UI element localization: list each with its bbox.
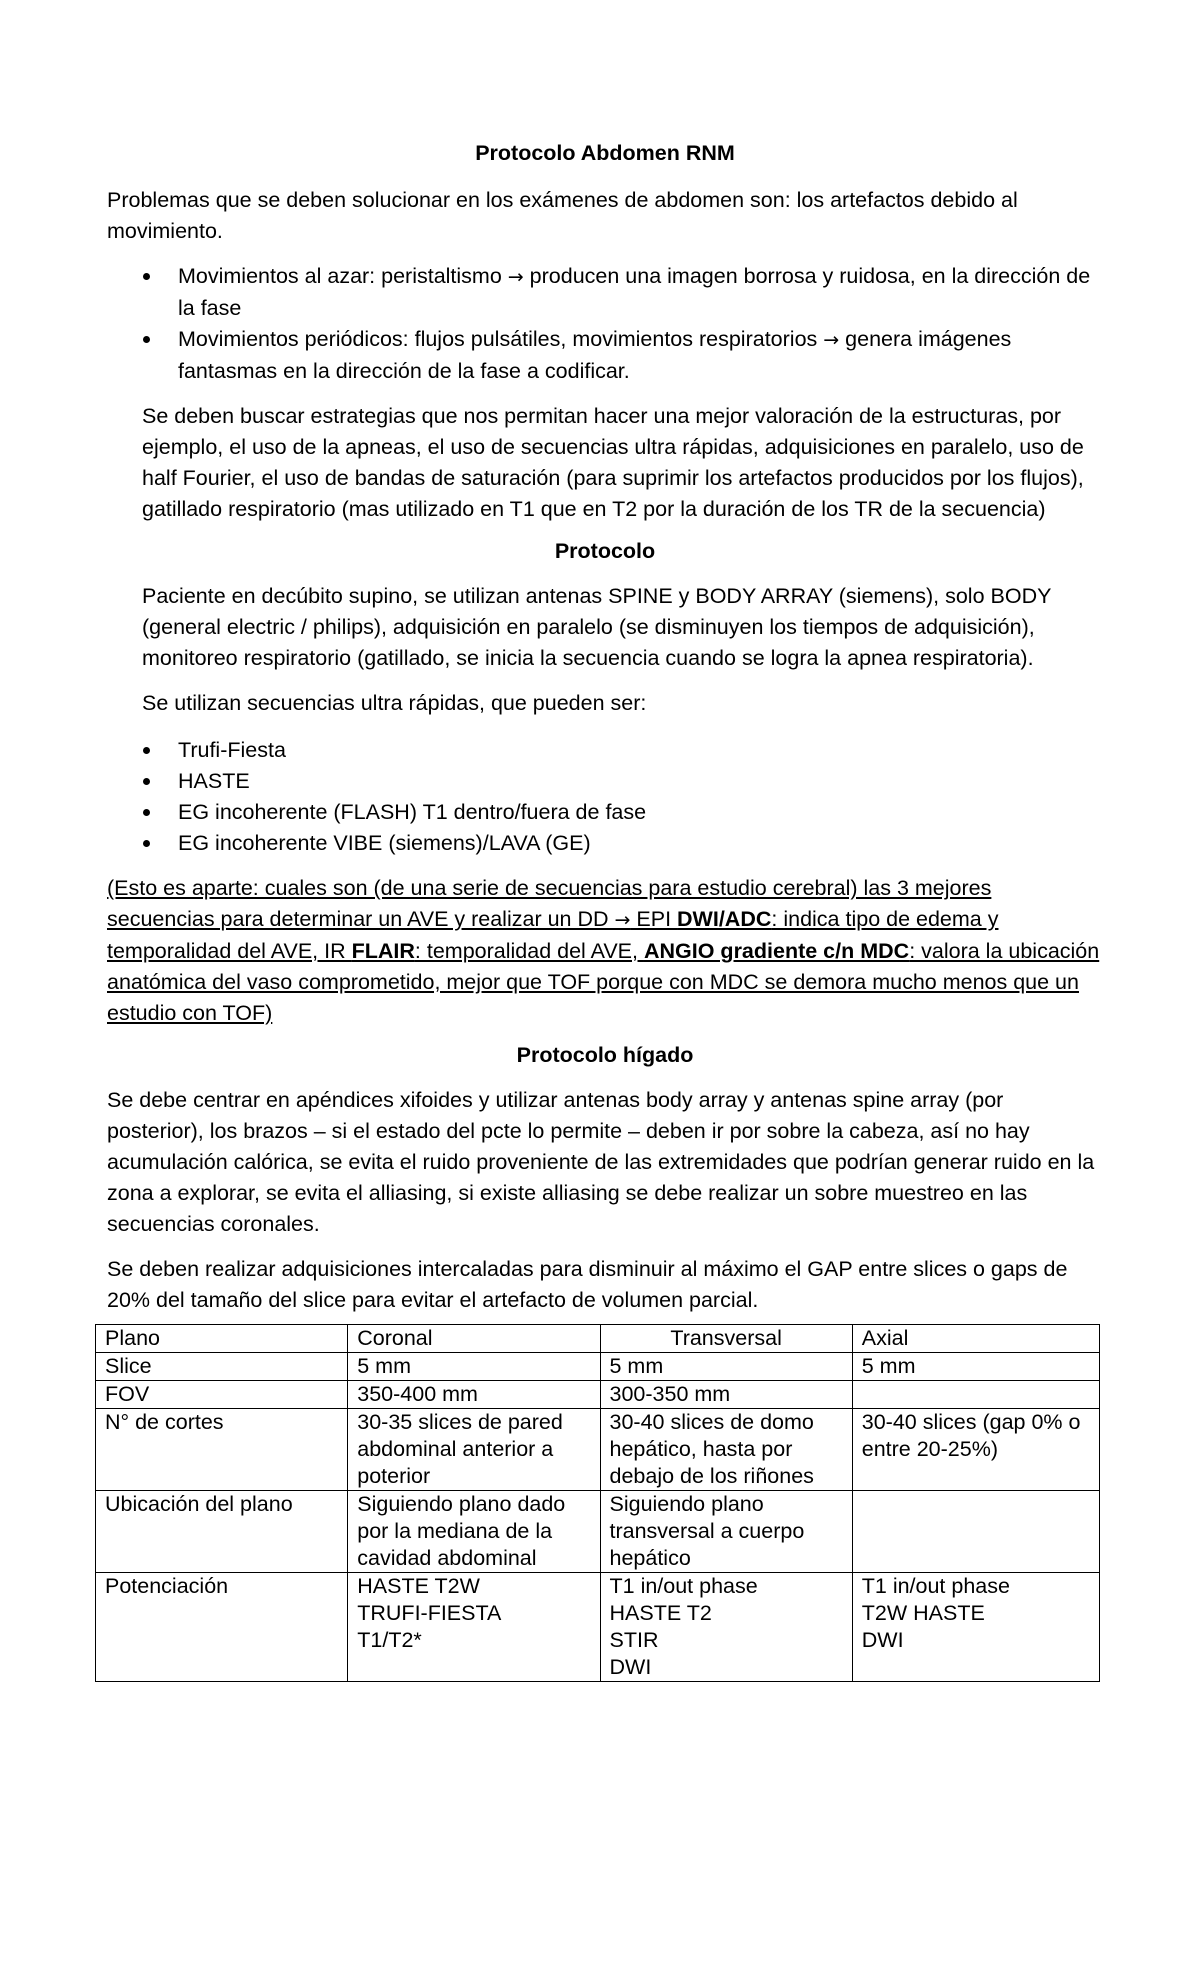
table-cell <box>852 1573 1099 1682</box>
sequence-list <box>107 735 1103 859</box>
cell-line: FOV <box>105 1382 150 1406</box>
cell-line: 30-40 slices de domo hepático, hasta por debajo de los riñones <box>609 1410 814 1488</box>
cell-line: TRUFI-FIESTA <box>357 1601 502 1625</box>
list-item: Trufi-Fiesta <box>178 735 1103 766</box>
cell-line: 5 mm <box>861 1354 916 1378</box>
intro-paragraph: Problemas que se deben solucionar en los exámenes de abdomen son: los artefactos debido al movimiento. <box>107 188 1018 243</box>
table-cell <box>96 1409 348 1491</box>
cell-line: 5 mm <box>609 1354 664 1378</box>
table-cell <box>96 1573 348 1682</box>
table-cell <box>852 1381 1099 1409</box>
cell-line: T1 in/out phase <box>609 1574 758 1598</box>
table-cell <box>348 1573 600 1682</box>
sequences-intro: Se utilizan secuencias ultra rápidas, que pueden ser: <box>142 691 647 715</box>
movement-list <box>107 261 1103 387</box>
table-cell <box>96 1491 348 1573</box>
cell-line: Siguiendo plano dado por la mediana de la cavidad abdominal <box>357 1492 566 1570</box>
cell-line: DWI <box>861 1628 904 1652</box>
table-cell <box>600 1381 852 1409</box>
table-cell <box>852 1353 1099 1381</box>
cell-line: 5 mm <box>357 1354 411 1378</box>
cell-line: HASTE T2W <box>357 1574 480 1598</box>
header-cell: Plano <box>96 1325 348 1353</box>
cell-line: 30-40 slices (gap 0% o entre 20-25%) <box>861 1410 1081 1461</box>
header-cell: Coronal <box>348 1325 600 1353</box>
table-cell <box>600 1491 852 1573</box>
table-row <box>96 1409 1100 1491</box>
document-page <box>107 138 1103 1682</box>
cell-line: Siguiendo plano transversal a cuerpo hepático <box>609 1492 805 1570</box>
cell-line: HASTE T2 <box>609 1601 712 1625</box>
cell-line: 30-35 slices de pared abdominal anterior a poterior <box>357 1410 563 1488</box>
list-item: Movimientos periódicos: flujos pulsátiles, movimientos respiratorios → genera imágenes fantasmas en la dirección de la fase a codificar. <box>178 324 1103 387</box>
table-row <box>96 1353 1100 1381</box>
table-cell <box>600 1353 852 1381</box>
table-header-row <box>96 1325 1100 1353</box>
table-row <box>96 1491 1100 1573</box>
table-row <box>96 1381 1100 1409</box>
cell-line: Potenciación <box>105 1574 229 1598</box>
table-cell <box>96 1381 348 1409</box>
table-cell <box>600 1409 852 1491</box>
table-cell <box>96 1353 348 1381</box>
table-cell <box>348 1491 600 1573</box>
document-title: Protocolo Abdomen RNM <box>475 141 735 165</box>
aside-paragraph: (Esto es aparte: cuales son (de una serie de secuencias para estudio cerebral) las 3 mejores secuencias para determinar un AVE y realizar un DD → EPI DWI/ADC: indica tipo de edema y temporalidad del AVE, IR FLAIR: temporalidad del AVE, ANGIO gradiente c/n MDC: valora la ubicación anatómica del vaso comprometido, mejor que TOF porque con MDC se demora mucho menos que un estudio con TOF) <box>107 876 1100 1025</box>
cell-line: DWI <box>609 1655 652 1679</box>
liver-heading: Protocolo hígado <box>516 1043 694 1067</box>
liver-paragraph: Se debe centrar en apéndices xifoides y utilizar antenas body array y antenas spine array (por posterior), los brazos – si el estado del pcte lo permite – deben ir por sobre la cabeza, así no hay acumulación calórica, se evita el ruido proveniente de las extremidades que podrían generar ruido en la zona a explorar, se evita el alliasing, si existe alliasing se debe realizar un sobre muestreo en las secuencias coronales. <box>107 1088 1095 1236</box>
protocol-heading: Protocolo <box>554 539 656 563</box>
cell-line: 350-400 mm <box>357 1382 478 1406</box>
list-item: EG incoherente (FLASH) T1 dentro/fuera de fase <box>178 797 1103 828</box>
header-cell: Axial <box>852 1325 1099 1353</box>
cell-line: T2W HASTE <box>861 1601 985 1625</box>
table-row <box>96 1573 1100 1682</box>
protocol-table <box>95 1324 1100 1682</box>
list-item: HASTE <box>178 766 1103 797</box>
arrow-icon: → <box>823 329 840 351</box>
cell-line: T1/T2* <box>357 1628 422 1652</box>
table-cell <box>348 1381 600 1409</box>
table-cell <box>348 1353 600 1381</box>
cell-line: STIR <box>609 1628 659 1652</box>
list-item: EG incoherente VIBE (siemens)/LAVA (GE) <box>178 828 1103 859</box>
cell-line: N° de cortes <box>105 1410 224 1434</box>
protocol-paragraph: Paciente en decúbito supino, se utilizan antenas SPINE y BODY ARRAY (siemens), solo BODY (general electric / philips), adquisición en paralelo (se disminuyen los tiempos de adquisición), monitoreo respiratorio (gatillado, se inicia la secuencia cuando se logra la apnea respiratoria). <box>142 584 1052 670</box>
arrow-icon: → <box>507 266 524 288</box>
arrow-icon: → <box>614 909 631 931</box>
cell-line: Ubicación del plano <box>105 1492 293 1516</box>
table-cell <box>348 1409 600 1491</box>
liver-paragraph-2: Se deben realizar adquisiciones intercaladas para disminuir al máximo el GAP entre slices o gaps de 20% del tamaño del slice para evitar el artefacto de volumen parcial. <box>107 1257 1068 1312</box>
table-cell <box>852 1409 1099 1491</box>
cell-line: Slice <box>105 1354 152 1378</box>
header-cell: Transversal <box>600 1325 852 1353</box>
table-cell <box>852 1491 1099 1573</box>
cell-line: T1 in/out phase <box>861 1574 1010 1598</box>
cell-line: 300-350 mm <box>609 1382 731 1406</box>
list-item: Movimientos al azar: peristaltismo → producen una imagen borrosa y ruidosa, en la dirección de la fase <box>178 261 1103 324</box>
table-cell <box>600 1573 852 1682</box>
strategies-paragraph: Se deben buscar estrategias que nos permitan hacer una mejor valoración de la estructuras, por ejemplo, el uso de la apneas, el uso de secuencias ultra rápidas, adquisiciones en paralelo, uso de half Fourier, el uso de bandas de saturación (para suprimir los artefactos producidos por los flujos), gatillado respiratorio (mas utilizado en T1 que en T2 por la duración de los TR de la secuencia) <box>142 404 1084 521</box>
